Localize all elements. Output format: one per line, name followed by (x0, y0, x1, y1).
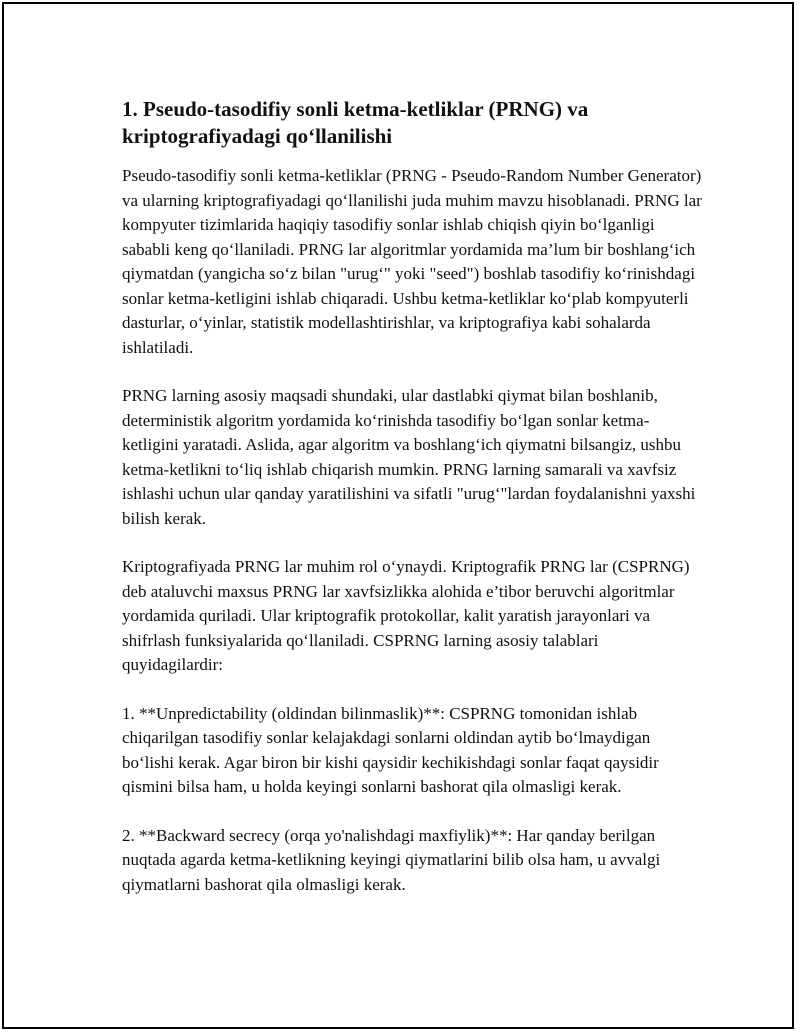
paragraph-intro: Pseudo-tasodifiy sonli ketma-ketliklar (PRNG - Pseudo-Random Number Generator) va ularning kriptografiyadagi qo‘llanilishi juda muhim mavzu hisoblanadi. PRNG lar kompyuter tizimlarida haqiqiy tasodifiy sonlar ishlab chiqish qiyin bo‘lganligi sababli keng qo‘llaniladi. PRNG lar algoritmlar yordamida ma’lum bir boshlang‘ich qiymatdan (yangicha so‘z bilan "urug‘" yoki "seed") boshlab tasodifiy ko‘rinishdagi sonlar ketma-ketligini ishlab chiqaradi. Ushbu ketma-ketliklar ko‘plab kompyuterli dasturlar, o‘yinlar, statistik modellashtirishlar, va kriptografiya kabi sohalarda ishlatiladi. (122, 166, 702, 357)
paragraph-cryptography: Kriptografiyada PRNG lar muhim rol o‘ynaydi. Kriptografik PRNG lar (CSPRNG) deb ataluvchi maxsus PRNG lar xavfsizlikka alohida e’tibor beruvchi algoritmlar yordamida quriladi. Ular kriptografik protokollar, kalit yaratish jarayonlari va shifrlash funksiyalarida qo‘llaniladi. CSPRNG larning asosiy talablari quyidagilardir: (122, 557, 690, 674)
paragraph-backward-secrecy: 2. **Backward secrecy (orqa yo'nalishdagi maxfiylik)**: Har qanday berilgan nuqtada agarda ketma-ketlikning keyingi qiymatlarini bilib olsa ham, u avvalgi qiymatlarni bashorat qila olmasligi kerak. (122, 825, 661, 894)
document-body (122, 96, 702, 921)
paragraph-purpose: PRNG larning asosiy maqsadi shundaki, ular dastlabki qiymat bilan boshlanib, deterministik algoritm yordamida ko‘rinishda tasodifiy bo‘lgan sonlar ketma-ketligini yaratadi. Aslida, agar algoritm va boshlang‘ich qiymatni bilsangiz, ushbu ketma-ketlikni to‘liq ishlab chiqarish mumkin. PRNG larning samarali va xavfsiz ishlashi uchun ular qanday yaratilishini va sifatli "urug‘"lardan foydalanishni yaxshi bilish kerak. (122, 386, 696, 528)
page-frame (2, 2, 794, 1029)
section-heading: 1. Pseudo-tasodifiy sonli ketma-ketliklar (PRNG) va kriptografiyadagi qo‘llanilishi (122, 97, 589, 148)
paragraph-unpredictability: 1. **Unpredictability (oldindan bilinmaslik)**: CSPRNG tomonidan ishlab chiqarilgan tasodifiy sonlar kelajakdagi sonlarni oldindan aytib bo‘lmaydigan bo‘lishi kerak. Agar biron bir kishi qaysidir kechikishdagi sonlar faqat qaysidir qismini bilsa ham, u holda keyingi sonlarni bashorat qila olmasligi kerak. (122, 703, 659, 796)
